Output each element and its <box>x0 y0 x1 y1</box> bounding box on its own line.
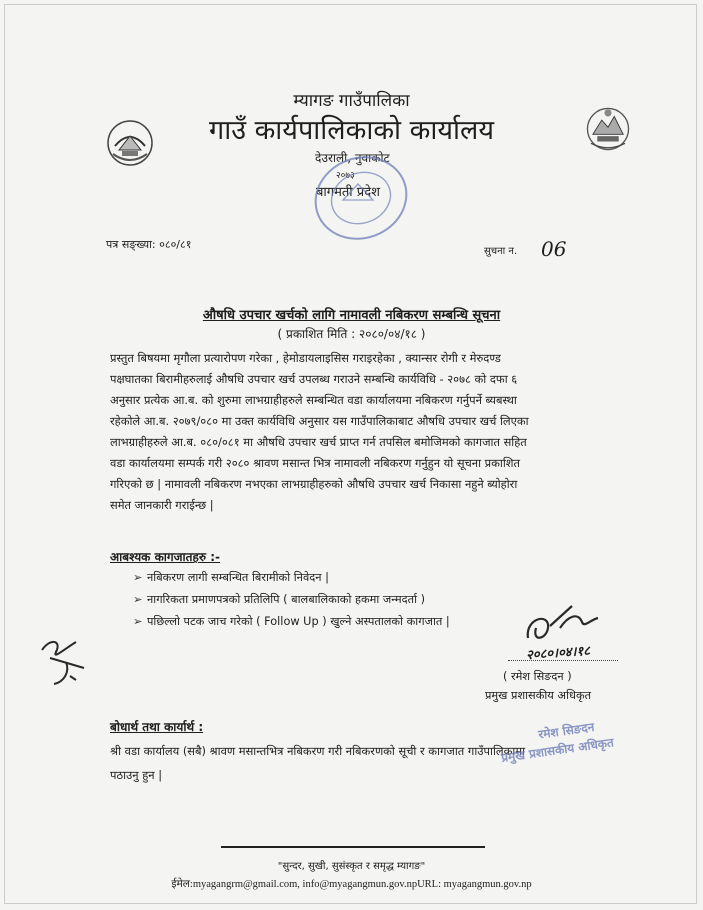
office-seal-stamp <box>303 150 413 245</box>
signatory-designation: प्रमुख प्रशासकीय अधिकृत <box>485 689 592 702</box>
body-line: वडा कार्यालयमा सम्पर्क गरी २०८० श्रावण मसान्त भित्र नामावली नबिकरण गर्नुहुन यो सूचना प्रकाशित <box>110 456 521 470</box>
body-line: गरिएको छ | नामावली नबिकरण नभएका लाभग्राहीहरुको औषधि उपचार खर्च निकासा नहुने ब्योहोरा <box>110 477 518 491</box>
margin-initials-signature <box>36 628 98 688</box>
footer-contact: ईमेल:myagangrm@gmail.com, info@myagangmun.gov.npURL: myagangmun.gov.np <box>171 879 532 890</box>
body-line: प्रस्तुत बिषयमा मृगौला प्रत्यारोपण गरेका , हेमोडायलाइसिस गराइरहेका , क्यान्सर रोगी र मेरुदण्ड <box>110 351 501 365</box>
footer-divider <box>221 846 485 848</box>
office-address: देउराली, नुवाकोट <box>315 151 390 165</box>
arrow-bullet-icon: ➢ <box>133 615 143 628</box>
requirement-item: ➢ नबिकरण लागी सम्बन्धित बिरामीको निवेदन | <box>133 571 329 584</box>
cc-line: श्री वडा कार्यालय (सबै) श्रावण मसान्तभित्र नबिकरण गरी नबिकरणको सूची र कागजात गाउँपालिकामा <box>110 744 526 758</box>
cc-heading: बोधार्थ तथा कार्यार्थ : <box>110 720 204 734</box>
office-name: गाउँ कार्यपालिकाको कार्यालय <box>209 115 494 146</box>
seal-name: रमेश सिङदन <box>537 719 596 742</box>
notice-title: औषधि उपचार खर्चको लागि नामावली नबिकरण सम्बन्धि सूचना <box>202 308 501 323</box>
published-date: ( प्रकाशित मिति : २०८०/०४/१८ ) <box>277 327 426 341</box>
requirement-item: ➢ नागरिकता प्रमाणपत्रको प्रतिलिपि ( बालबालिकाको हकमा जन्मदर्ता ) <box>133 593 426 606</box>
requirement-item: ➢ पछिल्लो पटक जाच गरेको ( Follow Up ) खुल्ने अस्पतालको कागजात | <box>133 615 450 628</box>
seal-designation: प्रमुख प्रशासकीय अधिकृत <box>500 735 615 766</box>
reference-number: पत्र सङ्ख्या: ०८०/८१ <box>106 238 192 251</box>
body-line: समेत जानकारी गराईन्छ | <box>110 498 214 512</box>
arrow-bullet-icon: ➢ <box>133 571 143 584</box>
footer-slogan: "सुन्दर, सुखी, सुसंस्कृत र समृद्ध म्यागङ" <box>277 861 426 872</box>
municipality-name: म्यागङ गाउँपालिका <box>293 91 410 111</box>
body-line: लाभग्राहीहरुले आ.ब. ०८०/०८१ मा औषधि उपचार खर्च प्राप्त गर्न तपसिल बमोजिमको कागजात सहित <box>110 435 527 449</box>
signature-date-handwritten: २०८०।०४।१८ <box>525 643 591 664</box>
body-line: रहेकोले आ.ब. २०७९/०८० मा उक्त कार्यविधि अनुसार यस गाउँपालिकाबाट औषधि उपचार खर्च लिएका <box>110 414 529 428</box>
arrow-bullet-icon: ➢ <box>133 593 143 606</box>
signature-line <box>508 660 618 661</box>
notice-body <box>110 348 610 516</box>
established-year: २०७३ <box>336 171 355 181</box>
province-name: बागमती प्रदेश <box>316 185 380 200</box>
body-line: अनुसार प्रत्येक आ.ब. को शुरुमा लाभग्राहीहरुले सम्बन्धित वडा कार्यालयमा नबिकरण गर्नुपर्ने ब्यबस्था <box>110 393 517 407</box>
notice-number-label: सुचना न. <box>484 246 518 257</box>
cc-line: पठाउनु हुन | <box>110 768 163 782</box>
notice-number-handwritten: 06 <box>541 237 567 261</box>
signatory-name: ( रमेश सिङदन ) <box>503 670 572 683</box>
requirements-heading: आबश्यक कागजातहरु :- <box>110 550 221 564</box>
body-line: पक्षघातका बिरामीहरुलाई औषधि उपचार खर्च उपलब्ध गराउने सम्बन्धि कार्यविधि - २०७८ को दफा ६ <box>110 372 518 386</box>
